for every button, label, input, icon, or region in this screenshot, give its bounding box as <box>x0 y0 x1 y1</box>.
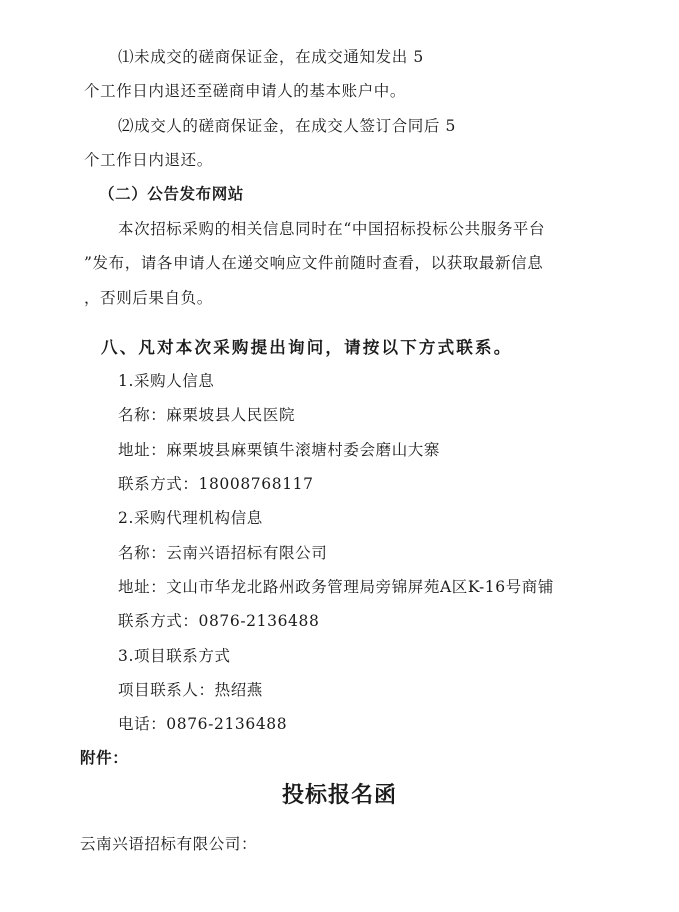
agency-heading: 2.采购代理机构信息 <box>118 509 263 527</box>
notice-line-2: ”发布，请各申请人在递交响应文件前随时查看，以获取最新信息 <box>84 254 544 272</box>
refund-item-2-line-2: 个工作日内退还。 <box>84 151 213 169</box>
registration-letter-title: 投标报名函 <box>281 783 397 808</box>
notice-line-1: 本次招标采购的相关信息同时在“中国招标投标公共服务平台 <box>118 220 546 238</box>
attachment-label: 附件： <box>80 749 129 767</box>
refund-item-1-line-2: 个工作日内退还至磋商申请人的基本账户中。 <box>84 82 407 100</box>
purchaser-name: 名称：麻栗坡县人民医院 <box>118 406 296 424</box>
addressee-line: 云南兴语招标有限公司： <box>80 835 258 853</box>
project-heading: 3.项目联系方式 <box>118 647 231 665</box>
project-contact-person: 项目联系人：热绍燕 <box>118 681 263 699</box>
purchaser-address: 地址：麻栗坡县麻栗镇牛滚塘村委会磨山大寨 <box>118 441 441 459</box>
section-8-title: 八、凡对本次采购提出询问，请按以下方式联系。 <box>101 338 513 357</box>
refund-item-1-line-1: ⑴未成交的磋商保证金，在成交通知发出 5 <box>118 48 424 66</box>
agency-address: 地址：文山市华龙北路州政务管理局旁锦屏苑A区K-16号商铺 <box>118 578 555 596</box>
subsection-title: （二）公告发布网站 <box>99 185 244 203</box>
notice-line-3: ，否则后果自负。 <box>84 289 213 307</box>
agency-name: 名称：云南兴语招标有限公司 <box>118 544 328 562</box>
purchaser-contact: 联系方式：18008768117 <box>118 475 314 493</box>
refund-item-2-line-1: ⑵成交人的磋商保证金，在成交人签订合同后 5 <box>118 117 456 135</box>
project-phone: 电话：0876-2136488 <box>118 715 288 733</box>
agency-contact: 联系方式：0876-2136488 <box>118 612 320 630</box>
purchaser-heading: 1.采购人信息 <box>118 372 215 390</box>
